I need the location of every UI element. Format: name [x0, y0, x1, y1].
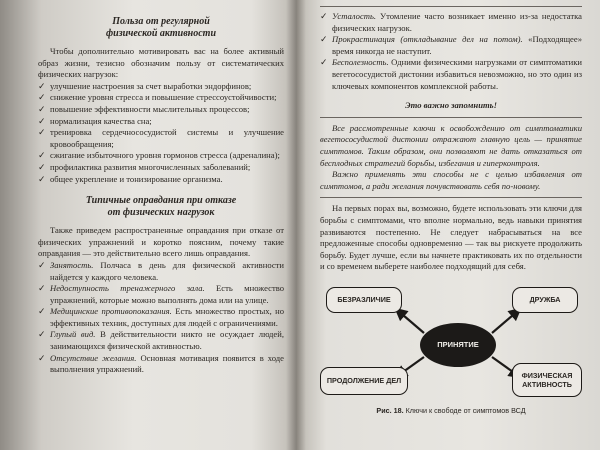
list-item-text: профилактика развития многочисленных заболеваний; [50, 161, 251, 172]
check-icon: ✓ [38, 115, 46, 126]
heading-benefits-line1: Польза от регулярной [112, 16, 210, 27]
excuse-term: Медицинские противопоказания. [50, 306, 172, 317]
list-item [38, 127, 284, 150]
important-paragraph-2: Важно применять эти способы не с целью избавления от симптомов, а ради желания почувствовать себя по-новому. [320, 169, 582, 191]
check-icon: ✓ [38, 283, 46, 294]
check-icon: ✓ [38, 329, 46, 340]
important-block [320, 123, 582, 193]
list-item [38, 116, 284, 128]
check-icon: ✓ [38, 352, 46, 363]
excuse-term: Недоступность тренажерного зала. [50, 283, 205, 294]
heading-benefits-line2: физической активности [106, 28, 216, 39]
list-item [38, 92, 284, 104]
important-divider-top [320, 117, 582, 118]
right-page [296, 0, 600, 450]
list-item-text: нормализация качества сна; [50, 115, 152, 126]
heading-excuses-line1: Типичные оправдания при отказе [85, 195, 237, 207]
list-item [38, 329, 284, 352]
bullet-text: «Подходящее» время никогда не наступит. [332, 34, 582, 56]
check-icon: ✓ [320, 57, 328, 68]
list-item-text: сжигание избыточного уровня гормонов стресса (адреналина); [50, 150, 280, 161]
bullet-text: Одними физическими нагрузками от симптоматики вегетососудистой дистонии избавиться невозможно, но это один из ключевых компонентов комплексной работы. [332, 57, 582, 91]
list-item-text: тренировка сердечнососудистой системы и улучшение кровообращения; [50, 127, 284, 149]
important-paragraph-1: Все рассмотренные ключи к освобождению от симптоматики вегетососудистой дистонии отражают главную цель — принятие симптомов. Таким образом, они позволяют не дать отказаться от бесплодных стратегий борьбы, избегания и гиперконтроля. [320, 122, 582, 168]
list-item [38, 283, 284, 306]
check-icon: ✓ [38, 103, 46, 114]
list-item [320, 11, 582, 34]
intro-paragraph: Чтобы дополнительно мотивировать вас на более активный образ жизни, тезисно обозначим пользу от систематических физических нагрузок: [38, 46, 284, 80]
list-item-text: снижение уровня стресса и повышение стрессоустойчивости; [50, 92, 277, 103]
figure-caption [320, 405, 582, 417]
list-item [38, 174, 284, 186]
check-icon: ✓ [320, 11, 328, 21]
list-item-text: улучшение настроения за счет выработки эндорфинов; [50, 80, 252, 91]
heading-excuses-line2: от физических нагрузок [107, 207, 215, 219]
important-divider-bottom [320, 197, 582, 198]
excuse-term: Отсутствие желания. [50, 352, 137, 363]
body-paragraph: На первых порах вы, возможно, будете использовать эти ключи для борьбы с симптомами, что вполне нормально, ведь навыки принятия развиваются постепенно. Не следует набрасываться на все предложенные способы одновременно — так вы рискуете продолжить борьбу. Будет лучше, если вы начнете практиковать их по отдельности и со временем выберете наиболее подходящий для себя. [320, 203, 582, 272]
check-icon: ✓ [38, 173, 46, 184]
excuse-text: Основная мотивация появится в ходе выполнения упражнений. [50, 352, 284, 375]
excuse-term: Глупый вид. [50, 329, 96, 340]
left-page [0, 0, 296, 450]
list-item-text: повышение эффективности мыслительных процессов; [50, 103, 250, 114]
check-icon: ✓ [38, 150, 46, 161]
diagram-box-indifference: БЕЗРАЗЛИЧИЕ [326, 287, 402, 313]
heading-excuses [38, 195, 284, 219]
book-gutter [286, 0, 306, 450]
list-item [38, 353, 284, 376]
list-item [320, 57, 582, 92]
excuse-text: Есть множество простых, но эффективных техник, доступных для людей с ограничениями. [50, 306, 285, 328]
check-icon: ✓ [38, 80, 46, 91]
list-item [320, 34, 582, 57]
list-item [38, 81, 284, 93]
excuse-text: В действительности никто не осуждает людей, занимающихся физической активностью. [50, 329, 284, 352]
heading-benefits [38, 16, 284, 40]
list-item [38, 260, 284, 283]
check-icon: ✓ [38, 259, 46, 270]
bullet-text: Утомление часто возникает именно из-за недостатка физических нагрузок. [332, 11, 582, 33]
check-icon: ✓ [320, 34, 328, 45]
excuses-list [38, 260, 284, 376]
check-icon: ✓ [38, 92, 46, 103]
check-icon: ✓ [38, 306, 46, 317]
caption-label: Рис. 18. [376, 405, 404, 415]
excuse-term: Занятость. [50, 259, 94, 270]
top-rule [320, 6, 582, 7]
bullet-term: Бесполезность. [332, 57, 389, 68]
bullet-term: Прокрастинация (откладывание дел на потом). [332, 34, 523, 45]
excuse-text: Полчаса в день для физической активности найдется у каждого человека. [50, 259, 284, 282]
list-item [38, 150, 284, 162]
diagram-box-physical-activity: ФИЗИЧЕСКАЯ АКТИВНОСТЬ [512, 363, 582, 397]
benefits-list [38, 81, 284, 185]
check-icon: ✓ [38, 127, 46, 138]
bullet-term: Усталость. [332, 11, 377, 21]
diagram-center-acceptance: ПРИНЯТИЕ [420, 323, 496, 367]
right-bullets [320, 11, 582, 92]
diagram-box-friendship: ДРУЖБА [512, 287, 578, 313]
list-item-text: общее укрепление и тонизирование организма. [50, 173, 223, 184]
excuse-text: Есть множество упражнений, которые можно выполнять дома или на улице. [50, 283, 284, 305]
important-title: Это важно запомнить! [405, 100, 497, 111]
excuses-intro: Также приведем распространенные оправдания при отказе от физических упражнений и коротко поясним, почему такие оправдания — это действительно всего лишь оправдания. [38, 225, 284, 259]
caption-text: Ключи к свободе от симптомов ВСД [403, 405, 526, 415]
diagram-box-continuing: ПРОДОЛЖЕНИЕ ДЕЛ [320, 367, 408, 395]
list-item [38, 306, 284, 329]
list-item [38, 162, 284, 174]
keys-diagram [320, 281, 582, 399]
list-item [38, 104, 284, 116]
check-icon: ✓ [38, 161, 46, 172]
